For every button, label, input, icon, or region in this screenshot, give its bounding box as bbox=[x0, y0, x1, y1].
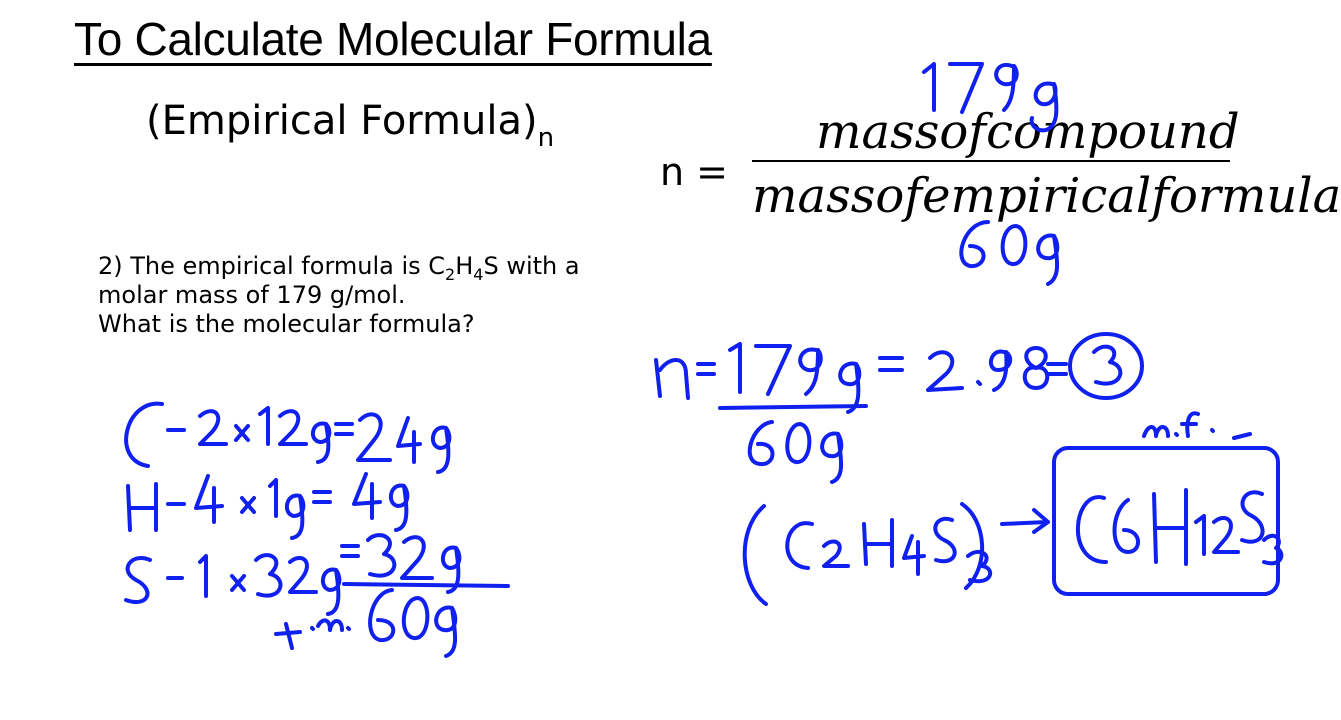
expression-ink bbox=[745, 504, 1048, 604]
page-title: To Calculate Molecular Formula bbox=[74, 13, 712, 65]
work-line-sulfur-ink bbox=[126, 535, 508, 614]
empirical-subscript: n bbox=[537, 123, 555, 153]
work-line-hydrogen-ink bbox=[128, 474, 407, 538]
subscript-4: 4 bbox=[473, 265, 484, 284]
fraction-denominator: massofempiricalformula bbox=[752, 168, 1341, 224]
problem-line1-mid: H bbox=[455, 252, 474, 280]
problem-line1-prefix: 2) The empirical formula is C bbox=[98, 252, 446, 280]
mf-label-ink bbox=[1144, 413, 1250, 438]
total-ink bbox=[276, 590, 455, 656]
molecular-formula-ink bbox=[1054, 448, 1281, 594]
n-equals-label: n = bbox=[660, 150, 729, 194]
n-calculation-ink bbox=[656, 334, 1142, 482]
numerator-value-ink bbox=[924, 64, 1056, 130]
subscript-2: 2 bbox=[445, 265, 456, 284]
empirical-label-text: (Empirical Formula) bbox=[146, 98, 538, 144]
problem-line-3: What is the molecular formula? bbox=[98, 310, 475, 338]
problem-line1-suffix: S with a bbox=[483, 252, 580, 280]
fraction-numerator: massofcompound bbox=[816, 104, 1240, 160]
work-line-carbon-ink bbox=[126, 404, 449, 472]
problem-line-2: molar mass of 179 g/mol. bbox=[98, 281, 406, 309]
denominator-value-ink bbox=[961, 222, 1057, 284]
